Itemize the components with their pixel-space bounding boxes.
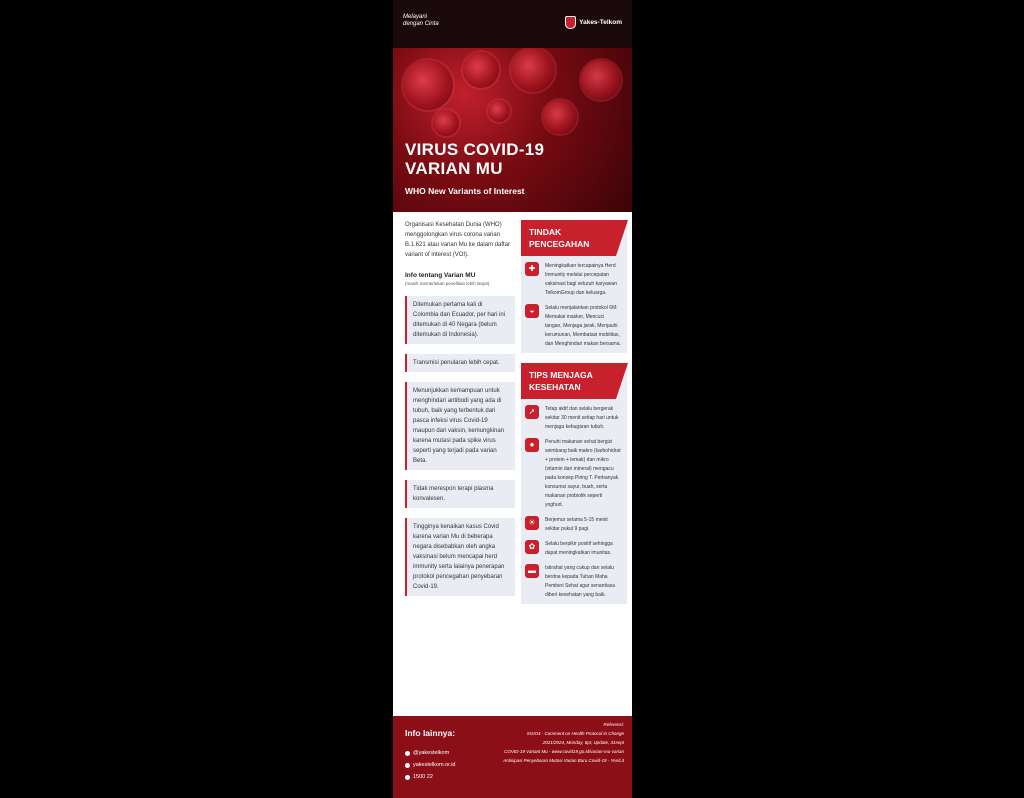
food-icon: ● <box>525 438 539 452</box>
tips-item-text: Tetap aktif dan selalu bergerak sekitar 30 menit setiap hari untuk menjaga kebugaran tubuh. <box>545 406 619 430</box>
mask-icon: ◒ <box>525 304 539 318</box>
virus-illustration <box>543 100 577 134</box>
brain-icon: ✿ <box>525 540 539 554</box>
website-link[interactable] <box>405 762 456 768</box>
bed-icon: ▬ <box>525 564 539 578</box>
prevention-item-text: Selalu menjalankan protokol 6M: Memakai masker, Mencuci tangan, Menjaga jarak, Menjauhi kerumunan, Membatasi mobilitas, dan Menghindari makan bersama. <box>545 305 621 347</box>
tips-item-text: Selalu berpikir positif sehingga dapat meningkatkan imunitas. <box>545 541 613 556</box>
info-box: Menunjukkan kemampuan untuk menghindari antibodi yang ada di tubuh, baik yang terbentuk dari pasca infeksi virus Covid-19 maupun dari vaksin, kemungkinan karena mutasi pada spike virus seperti yang terjadi pada varian Beta. <box>405 382 515 470</box>
tagline-logo <box>403 14 439 28</box>
tagline-line2: dengan Cinta <box>403 21 439 27</box>
logo-text: Yakes-Telkom <box>579 19 622 26</box>
prevention-banner <box>521 220 616 256</box>
reference-line: 2021/2024, Monday, 6pt, Update, 31sept <box>542 740 624 745</box>
prevention-item-text: Meningkatkan tercapainya Herd Immunity melalui percepatan vaksinasi bagi seluruh karyawan TelkomGroup dan keluarga. <box>545 263 617 296</box>
top-bar <box>393 0 632 48</box>
prevention-item <box>521 298 627 349</box>
page-title <box>405 140 544 178</box>
tips-item <box>521 399 627 432</box>
tips-item <box>521 534 627 558</box>
prevention-title-line1: TINDAK <box>529 227 562 237</box>
virus-illustration <box>511 48 555 92</box>
tips-title-line2: KESEHATAN <box>529 382 581 392</box>
vaccine-icon: ✚ <box>525 262 539 276</box>
globe-icon <box>405 763 410 768</box>
footer <box>393 716 632 798</box>
instagram-handle: @yakestelkom <box>413 750 450 756</box>
shield-icon <box>565 16 576 29</box>
reference-line: Referensi: <box>603 722 624 727</box>
phone-link[interactable] <box>405 774 433 780</box>
tips-item <box>521 432 627 510</box>
hero-banner <box>393 0 632 212</box>
virus-illustration <box>463 52 499 88</box>
virus-illustration <box>403 60 453 110</box>
title-line1: VIRUS COVID-19 <box>405 140 545 159</box>
title-line2: VARIAN MU <box>405 159 503 178</box>
tagline-line1: Melayani <box>403 14 428 20</box>
prevention-title-line2: PENCEGAHAN <box>529 239 590 249</box>
instagram-icon <box>405 751 410 756</box>
tips-title-line1: TIPS MENJAGA <box>529 370 593 380</box>
prevention-item <box>521 256 627 298</box>
tips-item <box>521 510 627 534</box>
left-column <box>405 220 515 606</box>
info-heading: Info tentang Varian MU <box>405 272 476 279</box>
phone-icon <box>405 775 410 780</box>
reference-line: Antisipasi Penyebaran Mutasi Varian Baru Covid-19 - Yes/Lit <box>503 758 624 763</box>
tips-item-text: Berjemur selama 5-15 menit sekitar pukul 9 pagi. <box>545 517 608 532</box>
phone-number: 1500 22 <box>413 774 433 780</box>
page-subtitle: WHO New Variants of Interest <box>405 186 525 196</box>
tips-item-text: Penuhi makanan sehat bergizi seimbang baik makro (karbohidrat + protein + lemak) dan mikro (vitamin dan mineral) mengacu pada konsep Piring T. Perbanyak konsumsi sayur, buah, serta makanan probiotik seperti yoghurt. <box>545 439 621 508</box>
running-icon: ➚ <box>525 405 539 419</box>
reference-line: COVID-19 Variant Mu - www.covid19.go.id/varian-mu-varian <box>504 749 624 754</box>
info-box: Tidak merespon terapi plasma konvalesen. <box>405 480 515 508</box>
tips-item-text: Istirahat yang cukup dan selalu berdoa kepada Tuhan Maha Pemberi Sehat agar senantiasa diberi kesehatan yang baik. <box>545 565 616 598</box>
intro-paragraph: Organisasi Kesehatan Dunia (WHO) menggolongkan virus corona varian B.1.621 atau varian Mu ke dalam daftar variant of interest (VOI). <box>405 222 511 258</box>
prevention-panel <box>521 220 627 353</box>
footer-heading: Info lainnya: <box>405 728 456 738</box>
reference-line: SGIO4 - Comment on Health Protocol in Change <box>526 731 624 736</box>
right-column <box>521 220 627 614</box>
info-subheading: (masih memerlukan penelitian lebih lanjut) <box>405 281 490 286</box>
yakes-telkom-logo <box>565 16 622 29</box>
info-box: Tingginya kenaikan kasus Covid karena varian Mu di beberapa negara disebabkan oleh angka vaksinasi belum mencapai herd immunity serta lalainya penerapan protokol pencegahan penyebaran Covid-19. <box>405 518 515 596</box>
instagram-link[interactable] <box>405 750 449 756</box>
references <box>499 720 624 765</box>
virus-illustration <box>488 100 510 122</box>
tips-banner <box>521 363 616 399</box>
virus-illustration <box>433 110 459 136</box>
tips-item <box>521 558 627 600</box>
info-box: Transmisi penularan lebih cepat. <box>405 354 515 372</box>
infographic-poster <box>393 0 632 798</box>
info-box: Ditemukan pertama kali di Colombia dan Ecuador, per hari ini ditemukan di 40 Negara (belum ditemukan di Indonesia). <box>405 296 515 344</box>
content-body <box>393 212 632 716</box>
website-url: yakestelkom.or.id <box>413 762 456 768</box>
virus-illustration <box>581 60 621 100</box>
sun-icon: ☀ <box>525 516 539 530</box>
tips-panel <box>521 363 627 604</box>
